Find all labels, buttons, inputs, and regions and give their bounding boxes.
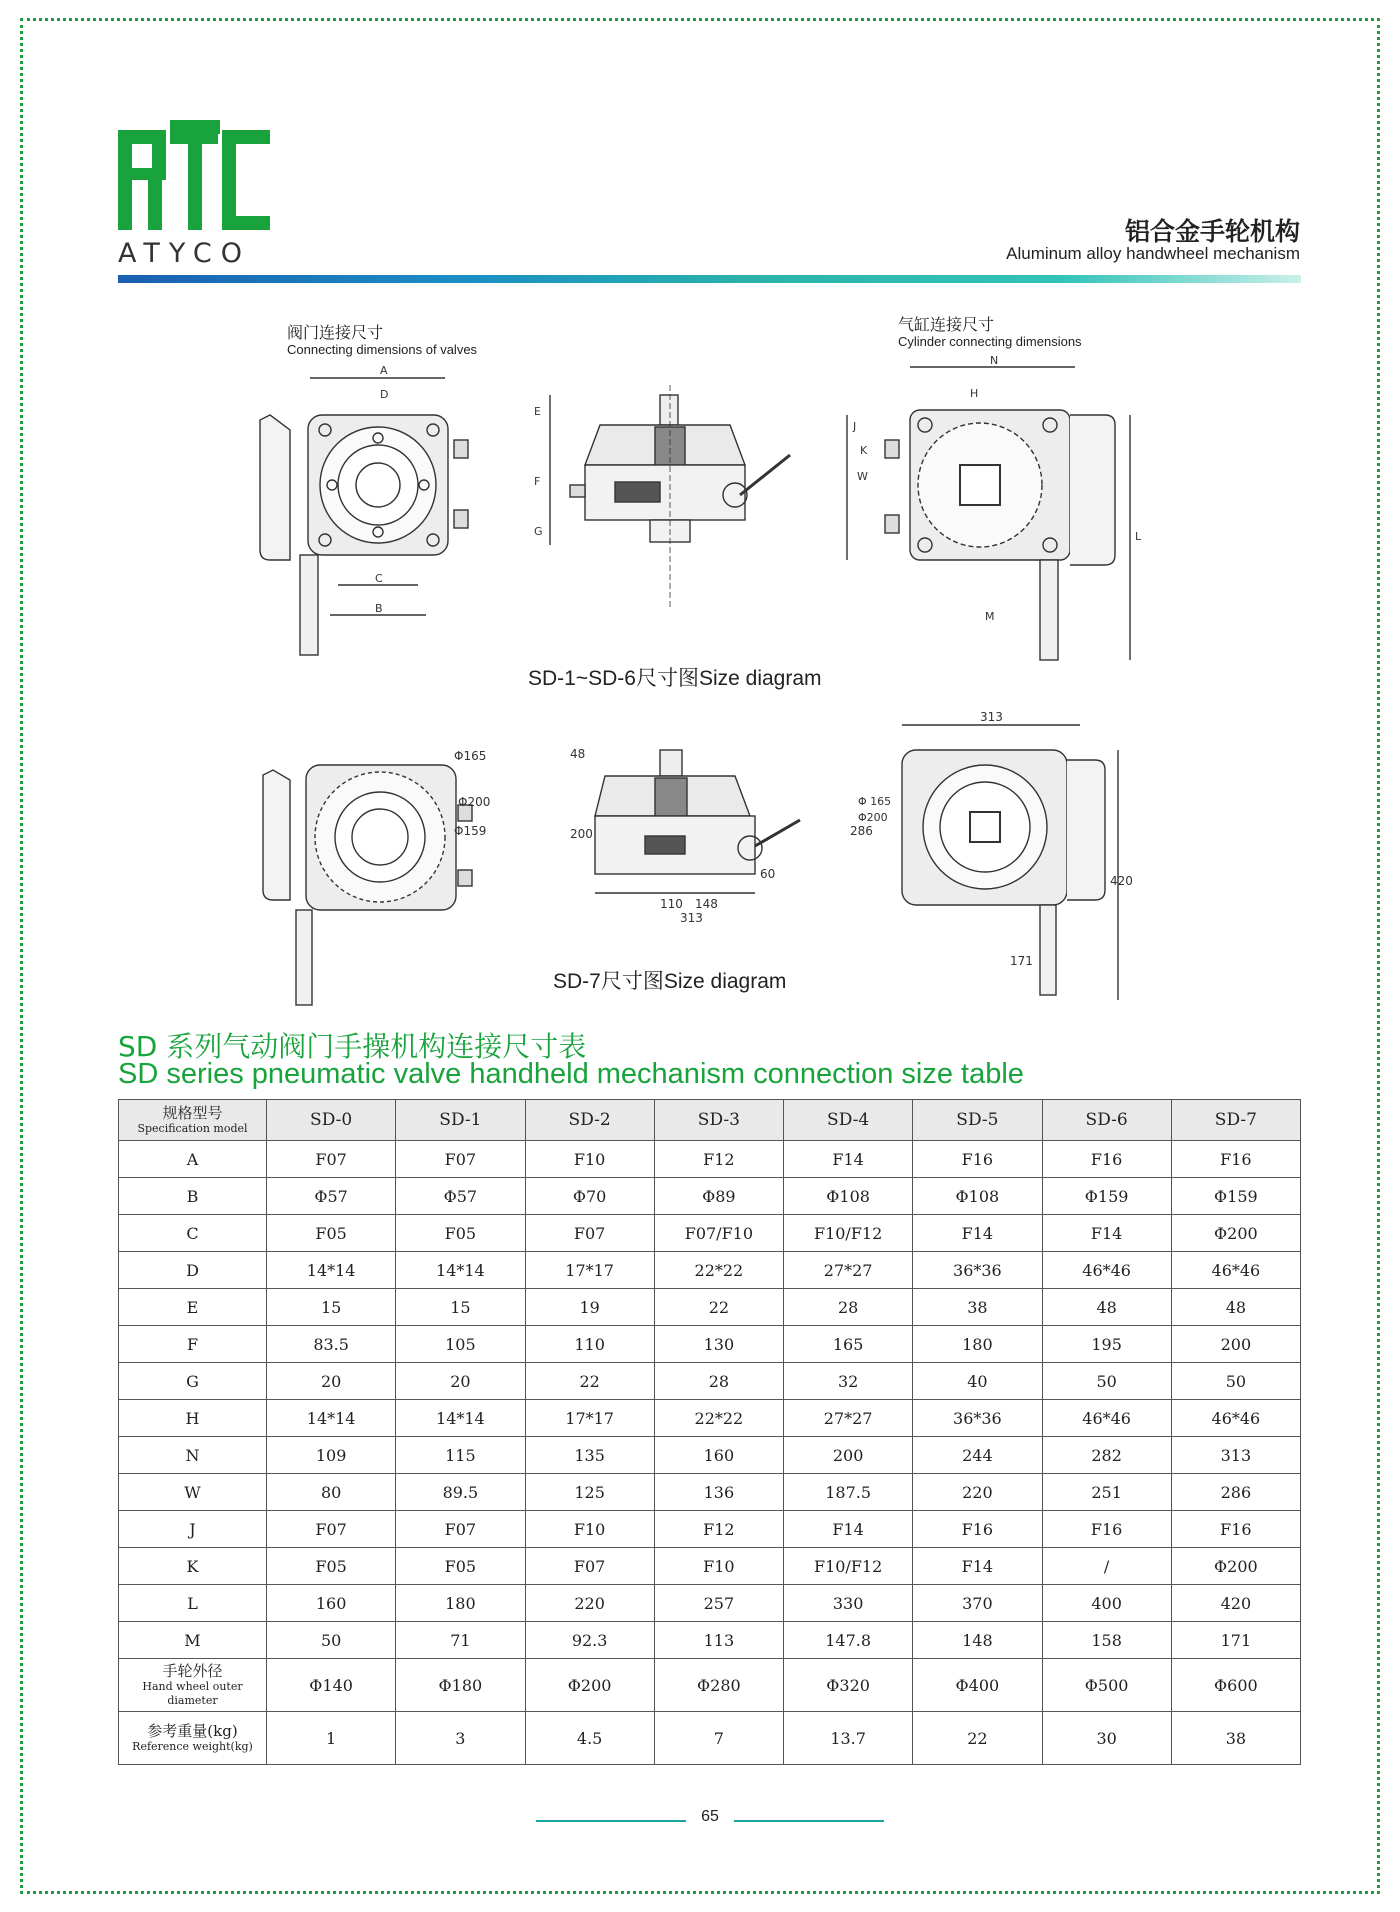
side-view-drawing (530, 385, 800, 615)
dim-M: M (985, 610, 995, 623)
table-cell: 171 (1171, 1622, 1300, 1659)
dim-J: J (853, 420, 857, 433)
table-cell: 15 (267, 1289, 396, 1326)
dim-313: 313 (680, 911, 703, 925)
table-cell: 20 (396, 1363, 525, 1400)
header-gradient-bar (118, 275, 1301, 283)
table-row (119, 1326, 1301, 1363)
column-header: SD-7 (1171, 1100, 1300, 1141)
dim-171: 171 (1010, 954, 1033, 968)
table-body (119, 1141, 1301, 1765)
table-cell: 30 (1042, 1712, 1171, 1765)
table-cell: 48 (1042, 1289, 1171, 1326)
table-cell: 160 (267, 1585, 396, 1622)
dim-A: A (380, 364, 388, 377)
table-cell: 17*17 (525, 1400, 654, 1437)
dim-H: H (970, 387, 979, 400)
dim-phi165: Φ165 (454, 749, 487, 763)
cylinder-label-cn: 气缸连接尺寸 (898, 317, 995, 334)
column-header: SD-5 (913, 1100, 1042, 1141)
table-cell: 83.5 (267, 1326, 396, 1363)
table-cell: F14 (913, 1215, 1042, 1252)
table-cell: 27*27 (784, 1400, 913, 1437)
row-label: K (119, 1548, 267, 1585)
brand-name: ATYCO (118, 238, 251, 269)
table-cell: 80 (267, 1474, 396, 1511)
row-label: E (119, 1289, 267, 1326)
table-cell: Φ108 (913, 1178, 1042, 1215)
row-label: W (119, 1474, 267, 1511)
table-cell: 36*36 (913, 1400, 1042, 1437)
table-cell: 400 (1042, 1585, 1171, 1622)
dim-110: 110 (660, 897, 683, 911)
table-cell: F16 (913, 1141, 1042, 1178)
row-label: C (119, 1215, 267, 1252)
valve-label-en: Connecting dimensions of valves (287, 342, 478, 357)
table-cell: F05 (396, 1215, 525, 1252)
table-row (119, 1548, 1301, 1585)
section-title-en: SD series pneumatic valve handheld mechanism connection size table (118, 1058, 1024, 1090)
table-cell: 160 (654, 1437, 783, 1474)
column-header: SD-4 (784, 1100, 913, 1141)
table-cell: 50 (267, 1622, 396, 1659)
table-cell: Φ200 (1171, 1215, 1300, 1252)
row-label: M (119, 1622, 267, 1659)
column-header: SD-2 (525, 1100, 654, 1141)
dim-phi200b: Φ200 (858, 811, 888, 824)
section-title-cn: SD 系列气动阀门手操机构连接尺寸表 (118, 1030, 587, 1063)
table-cell: 4.5 (525, 1712, 654, 1765)
table-row (119, 1712, 1301, 1765)
table-row (119, 1252, 1301, 1289)
table-cell: 187.5 (784, 1474, 913, 1511)
table-cell: 257 (654, 1585, 783, 1622)
dim-L: L (1135, 530, 1142, 543)
column-header: SD-0 (267, 1100, 396, 1141)
table-cell: 115 (396, 1437, 525, 1474)
table-cell: 22*22 (654, 1252, 783, 1289)
table-cell: Φ57 (396, 1178, 525, 1215)
dim-K: K (860, 444, 868, 457)
table-cell: Φ140 (267, 1659, 396, 1712)
row-label-en: Reference weight(kg) (132, 1740, 253, 1753)
table-cell: 71 (396, 1622, 525, 1659)
row-label: D (119, 1252, 267, 1289)
table-cell: 38 (1171, 1712, 1300, 1765)
dim-W: W (857, 470, 868, 483)
dim-phi165b: Φ 165 (858, 795, 892, 808)
table-cell: 17*17 (525, 1252, 654, 1289)
valve-label-cn: 阀门连接尺寸 (287, 325, 384, 342)
footer-line-right (734, 1820, 884, 1822)
dim-60: 60 (760, 867, 776, 881)
table-cell: 50 (1042, 1363, 1171, 1400)
cylinder-label-en: Cylinder connecting dimensions (898, 334, 1082, 349)
table-cell: 27*27 (784, 1252, 913, 1289)
row-label: J (119, 1511, 267, 1548)
table-cell: 22 (654, 1289, 783, 1326)
table-cell: F16 (1042, 1511, 1171, 1548)
table-cell: Φ280 (654, 1659, 783, 1712)
row-label (119, 1712, 267, 1765)
table-cell: 22*22 (654, 1400, 783, 1437)
table-cell: F05 (396, 1548, 525, 1585)
table-cell: 158 (1042, 1622, 1171, 1659)
table-cell: Φ70 (525, 1178, 654, 1215)
table-row (119, 1363, 1301, 1400)
dim-286: 286 (850, 824, 873, 838)
table-cell: F07 (396, 1141, 525, 1178)
table-cell: 32 (784, 1363, 913, 1400)
table-cell: Φ400 (913, 1659, 1042, 1712)
table-cell: 36*36 (913, 1252, 1042, 1289)
table-cell: F14 (784, 1141, 913, 1178)
table-cell: 110 (525, 1326, 654, 1363)
table-row (119, 1178, 1301, 1215)
dim-F: F (534, 475, 541, 488)
table-cell: 313 (1171, 1437, 1300, 1474)
table-cell: F16 (1171, 1511, 1300, 1548)
table-cell: F07/F10 (654, 1215, 783, 1252)
table-cell: 46*46 (1042, 1400, 1171, 1437)
table-cell: F14 (1042, 1215, 1171, 1252)
sd7-cylinder-drawing (840, 705, 1140, 1005)
table-cell: 46*46 (1171, 1252, 1300, 1289)
table-cell: 14*14 (267, 1252, 396, 1289)
table-cell: F07 (396, 1511, 525, 1548)
table-cell: 420 (1171, 1585, 1300, 1622)
table-cell: 135 (525, 1437, 654, 1474)
table-cell: 22 (913, 1712, 1042, 1765)
table-row (119, 1289, 1301, 1326)
sd7-side-drawing (560, 728, 810, 928)
table-cell: F07 (525, 1548, 654, 1585)
header-title-en: Aluminum alloy handwheel mechanism (1006, 244, 1300, 263)
table-cell: F07 (267, 1141, 396, 1178)
column-header: SD-3 (654, 1100, 783, 1141)
table-cell: 28 (784, 1289, 913, 1326)
table-cell: F14 (784, 1511, 913, 1548)
table-cell: F14 (913, 1548, 1042, 1585)
table-cell: 38 (913, 1289, 1042, 1326)
table-cell: 14*14 (396, 1252, 525, 1289)
table-cell: F10/F12 (784, 1548, 913, 1585)
table-cell: Φ600 (1171, 1659, 1300, 1712)
table-cell: Φ159 (1171, 1178, 1300, 1215)
dim-phi200: Φ200 (458, 795, 491, 809)
table-cell: 14*14 (267, 1400, 396, 1437)
table-cell: 1 (267, 1712, 396, 1765)
table-cell: 286 (1171, 1474, 1300, 1511)
dim-B: B (375, 602, 383, 615)
table-cell: 40 (913, 1363, 1042, 1400)
cylinder-connection-drawing (835, 355, 1145, 675)
table-cell: 200 (1171, 1326, 1300, 1363)
table-cell: 200 (784, 1437, 913, 1474)
table-cell: Φ200 (525, 1659, 654, 1712)
table-cell: F07 (267, 1511, 396, 1548)
table-row (119, 1622, 1301, 1659)
table-cell: F07 (525, 1215, 654, 1252)
table-cell: 125 (525, 1474, 654, 1511)
header-title-cn: 铝合金手轮机构 (1124, 217, 1300, 246)
table-cell: Φ57 (267, 1178, 396, 1215)
table-cell: 148 (913, 1622, 1042, 1659)
dim-phi159: Φ159 (454, 824, 487, 838)
table-row (119, 1511, 1301, 1548)
table-cell: 46*46 (1042, 1252, 1171, 1289)
table-cell: 7 (654, 1712, 783, 1765)
row-label: G (119, 1363, 267, 1400)
table-cell: F16 (1171, 1141, 1300, 1178)
table-row (119, 1659, 1301, 1712)
table-row (119, 1400, 1301, 1437)
sd7-valve-drawing (258, 740, 498, 1010)
header-spec-model (119, 1100, 267, 1141)
table-cell: F05 (267, 1215, 396, 1252)
row-label: A (119, 1141, 267, 1178)
table-cell: F12 (654, 1511, 783, 1548)
table-cell: 15 (396, 1289, 525, 1326)
table-cell: F10 (525, 1511, 654, 1548)
dim-200: 200 (570, 827, 593, 841)
row-label: H (119, 1400, 267, 1437)
table-cell: / (1042, 1548, 1171, 1585)
table-cell: 251 (1042, 1474, 1171, 1511)
table-cell: 3 (396, 1712, 525, 1765)
table-cell: F16 (913, 1511, 1042, 1548)
header-cn: 规格型号 (162, 1104, 223, 1122)
table-cell: 22 (525, 1363, 654, 1400)
dim-C: C (375, 572, 383, 585)
table-cell: Φ320 (784, 1659, 913, 1712)
table-cell: 89.5 (396, 1474, 525, 1511)
table-cell: 92.3 (525, 1622, 654, 1659)
table-cell: 113 (654, 1622, 783, 1659)
row-label: B (119, 1178, 267, 1215)
table-cell: 370 (913, 1585, 1042, 1622)
table-cell: F10 (525, 1141, 654, 1178)
sd1-6-caption: SD-1~SD-6尺寸图Size diagram (528, 667, 822, 690)
table-header-row (119, 1100, 1301, 1141)
table-cell: 136 (654, 1474, 783, 1511)
table-cell: 48 (1171, 1289, 1300, 1326)
table-cell: Φ108 (784, 1178, 913, 1215)
table-cell: 330 (784, 1585, 913, 1622)
table-row (119, 1585, 1301, 1622)
table-cell: 180 (913, 1326, 1042, 1363)
table-cell: 13.7 (784, 1712, 913, 1765)
table-cell: 14*14 (396, 1400, 525, 1437)
dim-D: D (380, 388, 389, 401)
dim-N: N (990, 355, 999, 367)
row-label-cn: 参考重量(kg) (147, 1722, 238, 1740)
dim-G: G (534, 525, 543, 538)
dim-E: E (534, 405, 541, 418)
sd7-caption: SD-7尺寸图Size diagram (553, 970, 787, 993)
page-number: 65 (701, 1808, 719, 1825)
row-label: F (119, 1326, 267, 1363)
table-cell: 165 (784, 1326, 913, 1363)
table-row (119, 1215, 1301, 1252)
table-cell: 195 (1042, 1326, 1171, 1363)
table-cell: Φ500 (1042, 1659, 1171, 1712)
table-cell: F16 (1042, 1141, 1171, 1178)
table-row (119, 1141, 1301, 1178)
table-cell: 105 (396, 1326, 525, 1363)
table-cell: F10/F12 (784, 1215, 913, 1252)
table-cell: F10 (654, 1548, 783, 1585)
table-cell: 282 (1042, 1437, 1171, 1474)
dim-148: 148 (695, 897, 718, 911)
dim-48: 48 (570, 747, 586, 761)
table-cell: Φ159 (1042, 1178, 1171, 1215)
row-label (119, 1659, 267, 1712)
size-table (118, 1099, 1301, 1765)
table-cell: F05 (267, 1548, 396, 1585)
table-row (119, 1437, 1301, 1474)
row-label: L (119, 1585, 267, 1622)
table-cell: Φ180 (396, 1659, 525, 1712)
table-cell: 28 (654, 1363, 783, 1400)
table-cell: 50 (1171, 1363, 1300, 1400)
valve-connection-drawing (250, 360, 500, 670)
dim-420: 420 (1110, 874, 1133, 888)
header-en: Specification model (137, 1122, 248, 1135)
table-cell: 244 (913, 1437, 1042, 1474)
row-label-en: Hand wheel outer diameter (142, 1680, 243, 1707)
table-cell: 19 (525, 1289, 654, 1326)
table-cell: Φ200 (1171, 1548, 1300, 1585)
table-cell: Φ89 (654, 1178, 783, 1215)
table-cell: F12 (654, 1141, 783, 1178)
column-header: SD-1 (396, 1100, 525, 1141)
table-cell: 220 (913, 1474, 1042, 1511)
table-cell: 220 (525, 1585, 654, 1622)
table-cell: 20 (267, 1363, 396, 1400)
table-cell: 147.8 (784, 1622, 913, 1659)
column-header: SD-6 (1042, 1100, 1171, 1141)
row-label-cn: 手轮外径 (162, 1662, 223, 1680)
footer-line-left (536, 1820, 686, 1822)
table-cell: 46*46 (1171, 1400, 1300, 1437)
row-label: N (119, 1437, 267, 1474)
table-row (119, 1474, 1301, 1511)
table-cell: 180 (396, 1585, 525, 1622)
table-cell: 130 (654, 1326, 783, 1363)
table-cell: 109 (267, 1437, 396, 1474)
dim-313b: 313 (980, 710, 1003, 724)
